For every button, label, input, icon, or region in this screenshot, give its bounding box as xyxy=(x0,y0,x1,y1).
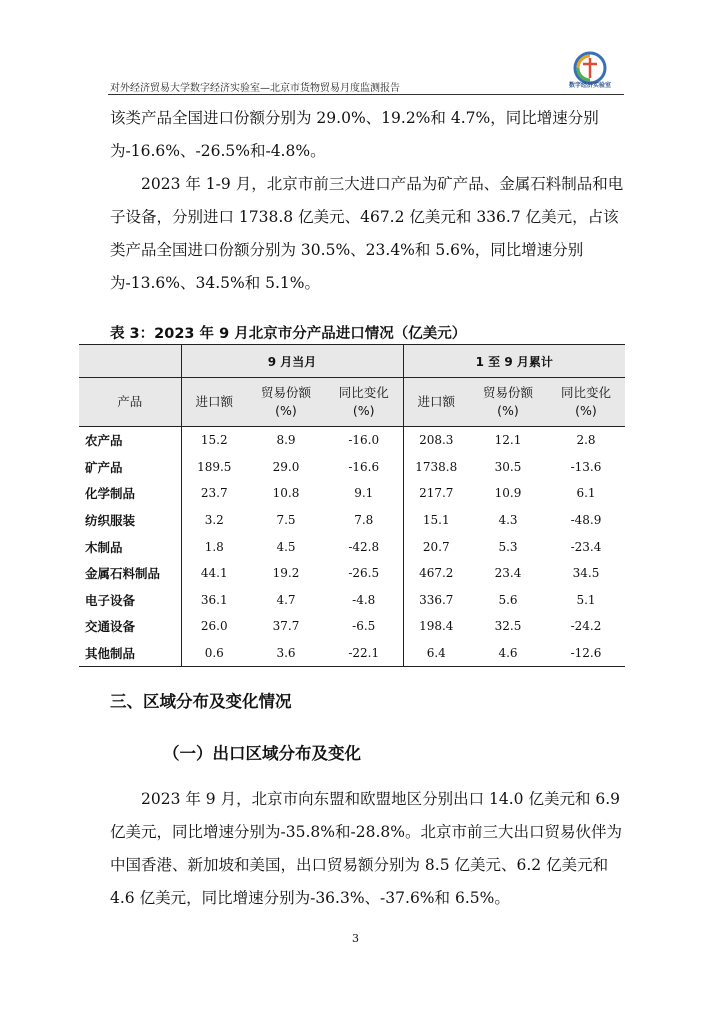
cell-ytd-import: 208.3 xyxy=(403,427,469,454)
cell-ytd-share: 4.6 xyxy=(469,640,547,667)
cell-month-change: 9.1 xyxy=(354,486,374,501)
cell-ytd-change: -48.9 xyxy=(570,513,602,528)
table-row xyxy=(79,507,625,534)
cell-ytd-change: -23.4 xyxy=(570,539,602,554)
cell-ytd-import: 336.7 xyxy=(403,587,469,614)
cell-ytd-change: -24.2 xyxy=(570,619,602,634)
col-header-import: 进口额 xyxy=(403,378,469,427)
cell-month-import: 3.2 xyxy=(181,507,247,534)
cell-ytd-share: 32.5 xyxy=(494,619,522,634)
cell-ytd-share: 5.3 xyxy=(498,539,518,554)
cell-month-change: -6.5 xyxy=(352,619,376,634)
cell-month-change: -16.0 xyxy=(348,433,380,448)
subsection-heading: （一）出口区域分布及变化 xyxy=(163,744,361,763)
cell-month-share: 29.0 xyxy=(272,459,300,474)
cell-product: 电子设备 xyxy=(85,592,136,608)
cell-ytd-share: 4.3 xyxy=(498,513,518,528)
header-title: 对外经济贸易大学数字经济实验室—北京市货物贸易月度监测报告 xyxy=(110,83,400,94)
cell-product: 金属石料制品 xyxy=(85,566,161,582)
cell-month-change: -26.5 xyxy=(348,566,380,581)
cell-ytd-change: -13.6 xyxy=(570,459,602,474)
col-header-share: 贸易份额 (%) xyxy=(469,378,547,427)
cell-month-import: 44.1 xyxy=(181,560,247,587)
section-heading: 三、区域分布及变化情况 xyxy=(110,692,292,711)
col-header-product: 产品 xyxy=(79,378,181,427)
cell-month-change: -42.8 xyxy=(348,539,380,554)
header-divider xyxy=(108,94,624,95)
cell-ytd-import: 20.7 xyxy=(403,533,469,560)
table-row xyxy=(79,613,625,640)
cell-product: 木制品 xyxy=(85,539,123,555)
col-header-change: 同比变化 (%) xyxy=(325,378,403,427)
cell-month-share: 19.2 xyxy=(272,566,300,581)
table-row xyxy=(79,480,625,507)
cell-ytd-change: 6.1 xyxy=(576,486,596,501)
header-corner xyxy=(79,345,181,378)
cell-ytd-change: 34.5 xyxy=(572,566,600,581)
cell-month-share: 3.6 xyxy=(247,640,325,667)
cell-month-import: 189.5 xyxy=(181,454,247,481)
cell-ytd-share: 5.6 xyxy=(498,592,518,607)
cell-month-import: 15.2 xyxy=(181,427,247,454)
cell-month-share: 4.7 xyxy=(276,592,296,607)
cell-month-change: -16.6 xyxy=(348,459,380,474)
cell-month-share: 8.9 xyxy=(276,433,296,448)
cell-ytd-import: 15.1 xyxy=(403,507,469,534)
cell-ytd-change: -12.6 xyxy=(547,640,625,667)
group-header-ytd: 1 至 9 月累计 xyxy=(403,345,625,378)
cell-product: 纺织服装 xyxy=(85,513,136,529)
group-header-month: 9 月当月 xyxy=(181,345,403,378)
cell-ytd-share: 30.5 xyxy=(494,459,522,474)
cell-month-import: 0.6 xyxy=(181,640,247,667)
table-row xyxy=(79,533,625,560)
cell-month-change: -22.1 xyxy=(325,640,403,667)
cell-month-import: 23.7 xyxy=(181,480,247,507)
cell-product: 交通设备 xyxy=(85,619,136,635)
cell-ytd-change: 2.8 xyxy=(576,433,596,448)
cell-ytd-share: 10.9 xyxy=(494,486,522,501)
cell-ytd-import: 467.2 xyxy=(403,560,469,587)
cell-ytd-import: 217.7 xyxy=(403,480,469,507)
cell-month-share: 7.5 xyxy=(276,513,296,528)
cell-product: 矿产品 xyxy=(85,459,123,475)
cell-month-import: 26.0 xyxy=(181,613,247,640)
table-row xyxy=(79,427,625,454)
cell-product: 其他制品 xyxy=(79,640,181,667)
cell-month-import: 36.1 xyxy=(181,587,247,614)
cell-ytd-change: 5.1 xyxy=(576,592,596,607)
col-header-change: 同比变化 (%) xyxy=(547,378,625,427)
table-caption: 表 3：2023 年 9 月北京市分产品进口情况（亿美元） xyxy=(110,326,467,342)
cell-month-change: -4.8 xyxy=(352,592,376,607)
cell-month-import: 1.8 xyxy=(181,533,247,560)
paragraph-2: 2023 年 1-9 月，北京市前三大进口产品为矿产品、金属石料制品和电子设备，分别进口 1738.8 亿美元、467.2 亿美元和 336.7 亿美元，占该类产品全国进口份额分别为 30.5%、23.4%和 5.6%，同比增速分别为-13.6%、34.5%和 5.1%。 xyxy=(110,175,624,292)
cell-month-change: 7.8 xyxy=(354,513,374,528)
logo-caption: 数字经济实验室 xyxy=(568,82,611,89)
cell-ytd-share: 12.1 xyxy=(494,433,522,448)
cell-ytd-import: 6.4 xyxy=(403,640,469,667)
cell-ytd-share: 23.4 xyxy=(494,566,522,581)
page-number: 3 xyxy=(352,932,359,945)
paragraph-3: 2023 年 9 月，北京市向东盟和欧盟地区分别出口 14.0 亿美元和 6.9 亿美元，同比增速分别为-35.8%和-28.8%。北京市前三大出口贸易伙伴为中国香港、新加坡和美国，出口贸易额分别为 8.5 亿美元、6.2 亿美元和 4.6 亿美元，同比增速分别为-36.3%、-37.6%和 6.5%。 xyxy=(110,790,622,907)
table-row xyxy=(79,587,625,614)
table-row xyxy=(79,560,625,587)
cell-month-share: 10.8 xyxy=(272,486,300,501)
paragraph-1: 该类产品全国进口份额分别为 29.0%、19.2%和 4.7%，同比增速分别为-16.6%、-26.5%和-4.8%。 xyxy=(110,109,599,160)
cell-ytd-import: 1738.8 xyxy=(403,454,469,481)
cell-ytd-import: 198.4 xyxy=(403,613,469,640)
cell-month-share: 4.5 xyxy=(276,539,296,554)
table-row xyxy=(79,640,625,667)
cell-month-share: 37.7 xyxy=(272,619,300,634)
table-row xyxy=(79,454,625,481)
cell-product: 农产品 xyxy=(85,433,123,449)
import-table xyxy=(79,344,625,667)
cell-product: 化学制品 xyxy=(85,486,136,502)
col-header-import: 进口额 xyxy=(181,378,247,427)
col-header-share: 贸易份额 (%) xyxy=(247,378,325,427)
